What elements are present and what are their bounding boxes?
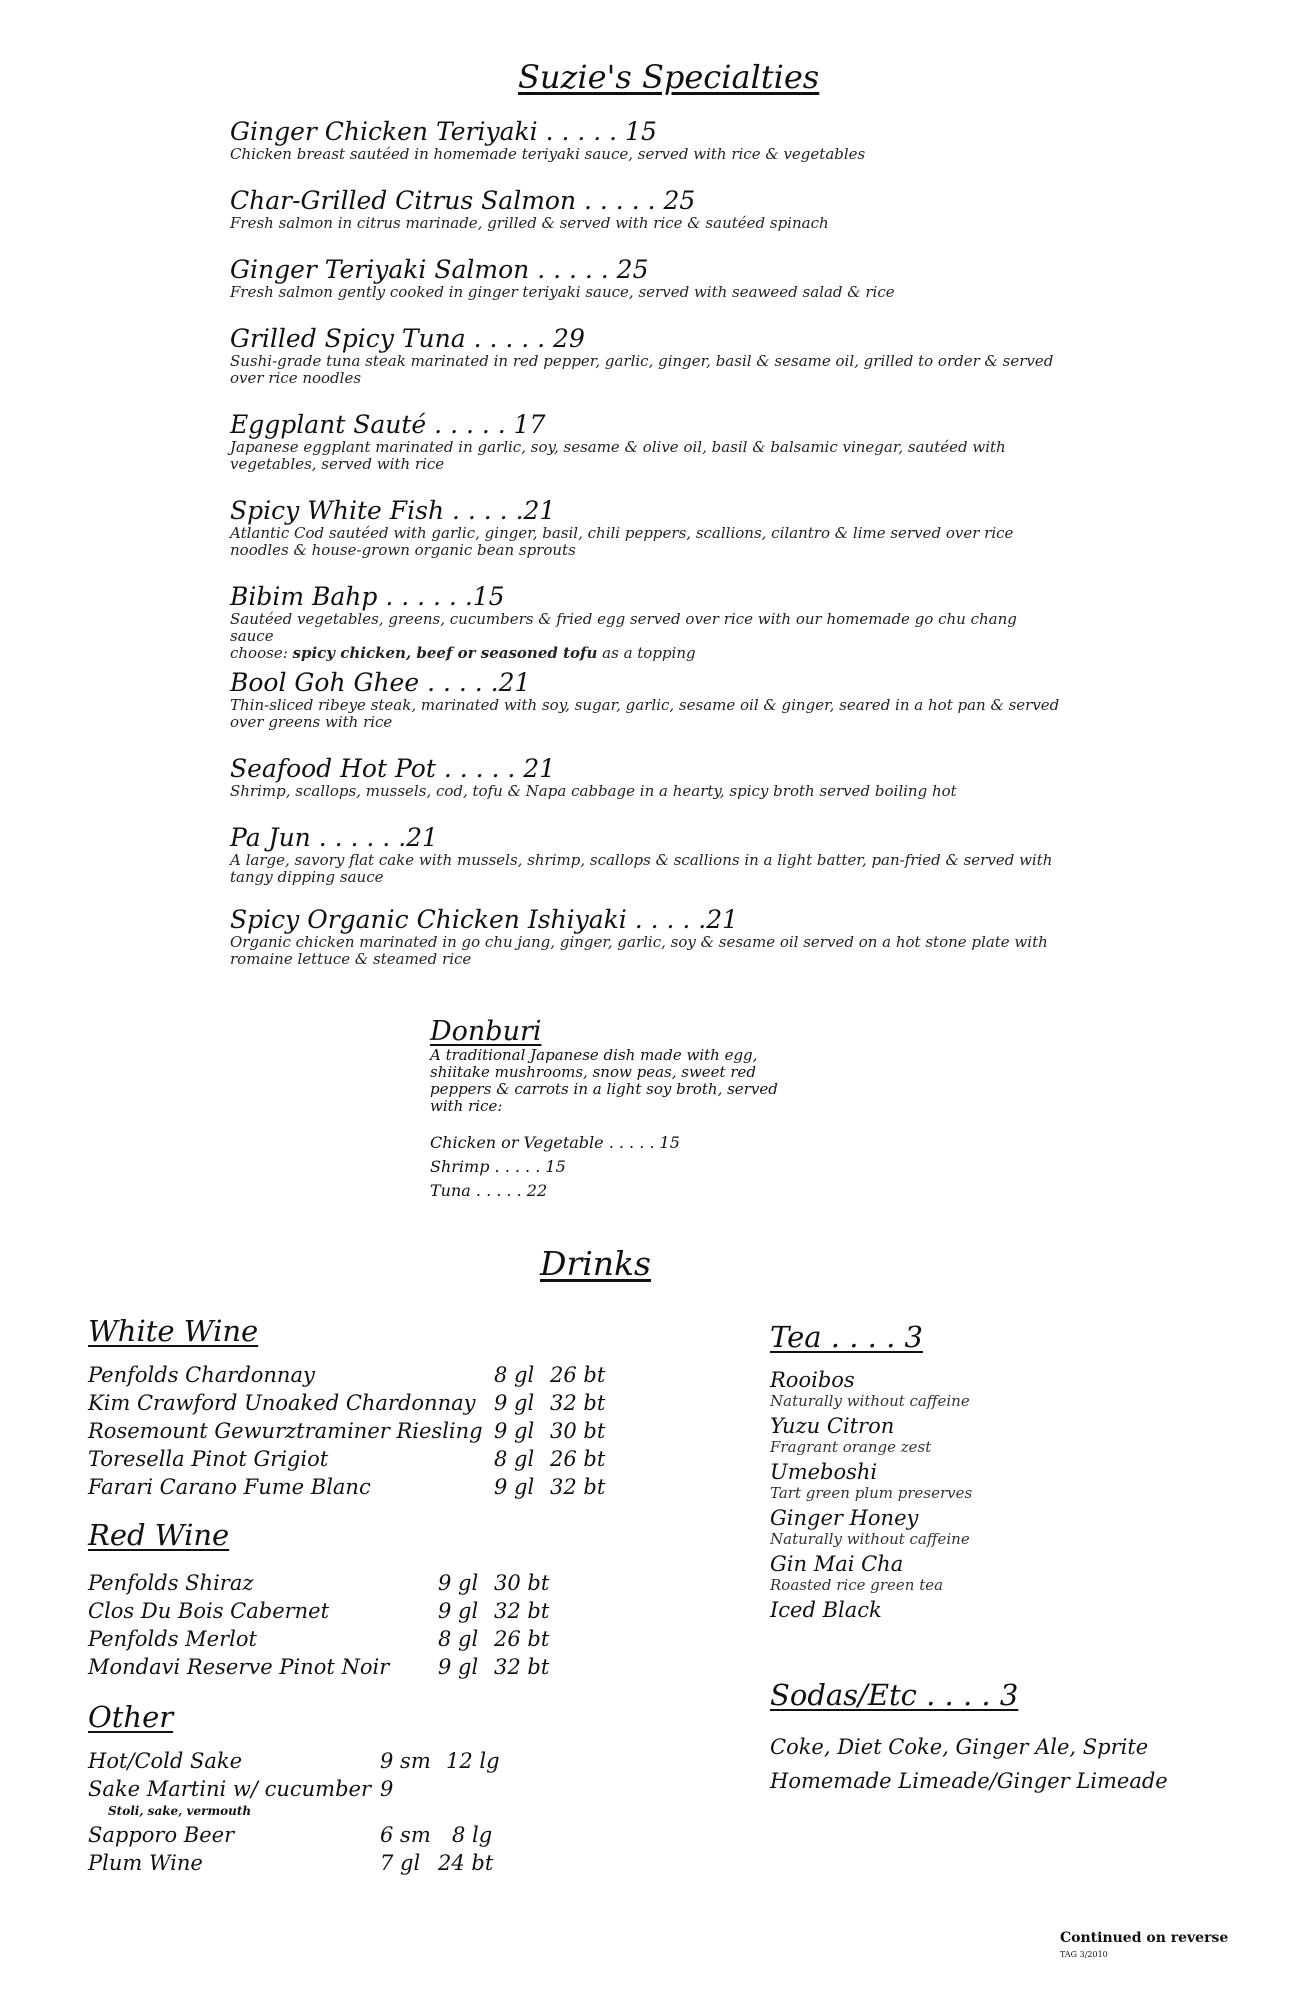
drinks-title: Drinks [540,1244,651,1283]
other-title: Other [88,1700,174,1734]
menu-item [230,256,1060,301]
menu-item-name: Eggplant Sauté . . . . . 17 [230,410,546,439]
white-wine-title: White Wine [88,1314,259,1348]
wine-bottle-price: 32 bt [550,1391,606,1415]
footer-code: TAG 3/2010 [1060,1950,1108,1959]
menu-item-name: Grilled Spicy Tuna . . . . . 29 [230,324,585,353]
drink-name: Hot/Cold Sake [88,1749,243,1773]
menu-item [230,497,1060,559]
continued-note: Continued on reverse [1060,1930,1229,1946]
drink-price-small: 9 sm [380,1749,431,1773]
donburi-option: Tuna . . . . . 22 [430,1181,548,1200]
tea-name: Rooibos [770,1368,855,1392]
wine-bottle-price: 26 bt [550,1363,606,1387]
wine-glass-price: 8 gl [494,1363,535,1387]
menu-item-desc: Shrimp, scallops, mussels, cod, tofu & Napa cabbage in a hearty, spicy broth served boiling hot [230,782,957,800]
menu-item-desc: Japanese eggplant marinated in garlic, soy, sesame & olive oil, basil & balsamic vinegar, sautéed with vegetables, served with rice [230,438,1006,473]
menu-item-name: Ginger Chicken Teriyaki . . . . . 15 [230,117,657,146]
wine-name: Penfolds Chardonnay [88,1363,315,1387]
wine-bottle-price: 30 bt [550,1419,606,1443]
donburi-title: Donburi [430,1016,542,1047]
menu-item [230,325,1060,387]
menu-item-name: Char-Grilled Citrus Salmon . . . . . 25 [230,186,696,215]
menu-item-desc: Organic chicken marinated in go chu jang, ginger, garlic, soy & sesame oil served on a hot stone plate with romaine lettuce & steamed rice [230,933,1048,968]
tea-desc: Naturally without caffeine [770,1530,970,1548]
menu-item [230,755,1060,800]
wine-name: Penfolds Merlot [88,1627,257,1651]
menu-item-desc: Sautéed vegetables, greens, cucumbers & fried egg served over rice with our homemade go chu chang sauce [230,610,1017,645]
menu-item [230,118,1060,163]
menu-item-desc: Fresh salmon gently cooked in ginger teriyaki sauce, served with seaweed salad & rice [230,283,895,301]
soda-item: Homemade Limeade/Ginger Limeade [770,1769,1168,1793]
menu-item-name: Seafood Hot Pot . . . . . 21 [230,754,556,783]
drink-price: 9 [380,1777,394,1801]
tea-name: Iced Black [770,1598,882,1622]
wine-bottle-price: 26 bt [494,1627,550,1651]
menu-item-name: Bool Goh Ghee . . . . .21 [230,668,531,697]
drink-name: Sapporo Beer [88,1823,235,1847]
wine-glass-price: 8 gl [494,1447,535,1471]
wine-name: Rosemount Gewurztraminer Riesling [88,1419,483,1443]
donburi-option: Chicken or Vegetable . . . . . 15 [430,1133,680,1152]
wine-name: Mondavi Reserve Pinot Noir [88,1655,390,1679]
wine-glass-price: 8 gl [438,1627,479,1651]
wine-bottle-price: 32 bt [494,1599,550,1623]
specialties-title: Suzie's Specialties [518,58,820,96]
wine-glass-price: 9 gl [494,1419,535,1443]
drink-name: Plum Wine [88,1851,203,1875]
tea-desc: Tart green plum preserves [770,1484,973,1502]
tea-name: Yuzu Citron [770,1414,895,1438]
red-wine-title: Red Wine [88,1518,230,1552]
wine-glass-price: 9 gl [494,1391,535,1415]
tea-name: Gin Mai Cha [770,1552,904,1576]
menu-item-desc: Chicken breast sautéed in homemade teriyaki sauce, served with rice & vegetables [230,145,866,163]
menu-item [230,187,1060,232]
wine-glass-price: 9 gl [494,1475,535,1499]
menu-item-name: Bibim Bahp . . . . . .15 [230,582,505,611]
menu-item-desc: A large, savory flat cake with mussels, shrimp, scallops & scallions in a light batter, pan-fried & served with tangy dipping sauce [230,851,1053,886]
topping-options: spicy chicken, beef or seasoned tofu [292,644,598,662]
menu-item-desc: Fresh salmon in citrus marinade, grilled & served with rice & sautéed spinach [230,214,829,232]
menu-item-name: Pa Jun . . . . . .21 [230,823,438,852]
topping-prefix: choose: [230,644,293,662]
wine-glass-price: 9 gl [438,1655,479,1679]
donburi-desc: A traditional Japanese dish made with egg, shiitake mushrooms, snow peas, sweet red peppers & carrots in a light soy broth, served with rice: [430,1046,778,1115]
menu-item [230,906,1060,968]
menu-item-name: Ginger Teriyaki Salmon . . . . . 25 [230,255,649,284]
drink-name: Sake Martini w/ cucumber [88,1777,371,1801]
menu-item-name: Spicy Organic Chicken Ishiyaki . . . . .21 [230,905,739,934]
tea-name: Umeboshi [770,1460,878,1484]
tea-title: Tea . . . . 3 [770,1320,923,1354]
wine-bottle-price: 32 bt [494,1655,550,1679]
wine-bottle-price: 26 bt [550,1447,606,1471]
wine-glass-price: 9 gl [438,1599,479,1623]
tea-desc: Naturally without caffeine [770,1392,970,1410]
tea-name: Ginger Honey [770,1506,919,1530]
sodas-list [770,1730,1168,1798]
soda-item: Coke, Diet Coke, Ginger Ale, Sprite [770,1735,1149,1759]
wine-name: Kim Crawford Unoaked Chardonnay [88,1391,476,1415]
wine-bottle-price: 30 bt [494,1571,550,1595]
menu-item-desc: Atlantic Cod sautéed with garlic, ginger, basil, chili peppers, scallions, cilantro & lime served over rice noodles & house-grown organic bean sprouts [230,524,1014,559]
drink-price-glass: 7 gl [380,1851,421,1875]
menu-item [230,824,1060,886]
topping-suffix: as a topping [597,644,696,662]
donburi-section [430,1016,810,1203]
wine-bottle-price: 32 bt [550,1475,606,1499]
tea-list [770,1368,972,1622]
wine-name: Farari Carano Fume Blanc [88,1475,371,1499]
menu-item-desc: Sushi-grade tuna steak marinated in red pepper, garlic, ginger, basil & sesame oil, grilled to order & served over rice noodles [230,352,1054,387]
wine-glass-price: 9 gl [438,1571,479,1595]
sodas-title: Sodas/Etc . . . . 3 [770,1678,1019,1712]
drink-price-small: 6 sm [380,1823,431,1847]
menu-item [230,411,1060,473]
menu-item [230,583,1060,662]
drink-price-bottle: 24 bt [438,1851,494,1875]
tea-desc: Roasted rice green tea [770,1576,944,1594]
menu-item-desc: Thin-sliced ribeye steak, marinated with soy, sugar, garlic, sesame oil & ginger, seared in a hot pan & served over greens with rice [230,696,1060,731]
menu-item [230,669,1060,731]
drink-price-large: 8 lg [452,1823,493,1847]
drink-price-large: 12 lg [446,1749,500,1773]
tea-desc: Fragrant orange zest [770,1438,932,1456]
menu-item-topping [230,645,1060,662]
wine-name: Penfolds Shiraz [88,1571,254,1595]
donburi-option: Shrimp . . . . . 15 [430,1157,566,1176]
menu-item-name: Spicy White Fish . . . . .21 [230,496,556,525]
wine-name: Clos Du Bois Cabernet [88,1599,330,1623]
drink-note: Stoli, sake, vermouth [108,1804,252,1818]
wine-name: Toresella Pinot Grigiot [88,1447,329,1471]
